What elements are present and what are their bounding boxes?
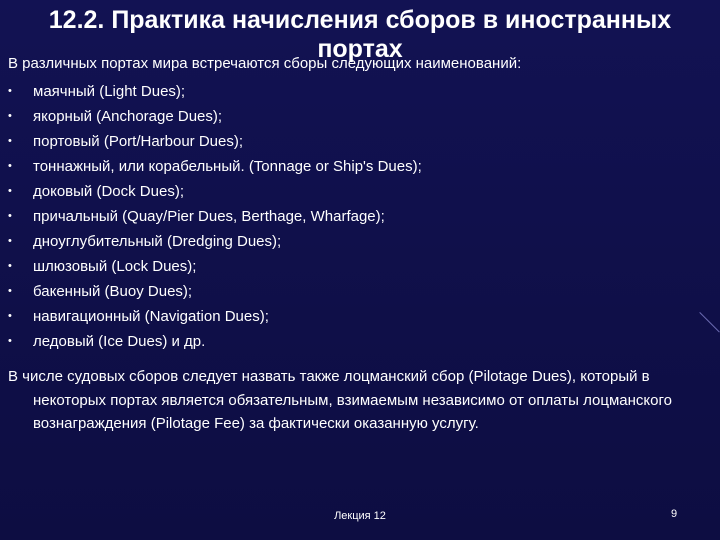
closing-paragraph: В числе судовых сборов следует назвать также лоцманский сбор (Pilotage Dues), который в некоторых портах является обязательным, взимаемым независимо от оплаты лоцманского вознаграждения (Pilotage Fee) за фактически оказанную услугу.	[8, 368, 672, 432]
bullet-icon: •	[8, 85, 12, 97]
list-item-text: шлюзовый (Lock Dues);	[33, 258, 197, 275]
bullet-icon: •	[8, 135, 12, 147]
list-item	[0, 129, 720, 154]
bullet-icon: •	[8, 285, 12, 297]
list-item	[0, 254, 720, 279]
list-item	[0, 229, 720, 254]
list-item-text: тоннажный, или корабельный. (Tonnage or Ship's Dues);	[33, 158, 422, 175]
list-item-text: маячный (Light Dues);	[33, 83, 186, 100]
slide-title-line2: портах	[317, 35, 403, 63]
list-item-text: навигационный (Navigation Dues);	[33, 308, 269, 325]
list-item-text: доковый (Dock Dues);	[33, 183, 184, 200]
list-item	[0, 279, 720, 304]
list-item-text: причальный (Quay/Pier Dues, Berthage, Wharfage);	[33, 208, 385, 225]
list-item	[0, 154, 720, 179]
bullet-icon: •	[8, 260, 12, 272]
list-item-text: бакенный (Buoy Dues);	[33, 283, 193, 300]
bullet-icon: •	[8, 210, 12, 222]
list-item	[0, 79, 720, 104]
list-item	[0, 179, 720, 204]
slide-title-line1: 12.2. Практика начисления сборов в иностранных	[48, 6, 672, 34]
list-item-text: якорный (Anchorage Dues);	[33, 108, 223, 125]
bullet-icon: •	[8, 335, 12, 347]
page-number: 9	[670, 508, 678, 520]
bullet-icon: •	[8, 310, 12, 322]
footer-lecture-label: Лекция 12	[334, 510, 386, 522]
list-item	[0, 329, 720, 354]
bullet-icon: •	[8, 235, 12, 247]
intro-paragraph: В различных портах мира встречаются сборы следующих наименований:	[8, 55, 522, 72]
list-item-text: портовый (Port/Harbour Dues);	[33, 133, 244, 150]
list-item-text: дноуглубительный (Dredging Dues);	[33, 233, 282, 250]
bullet-icon: •	[8, 110, 12, 122]
bullet-icon: •	[8, 160, 12, 172]
bullet-icon: •	[8, 185, 12, 197]
list-item	[0, 304, 720, 329]
fee-list	[0, 79, 720, 354]
list-item-text: ледовый (Ice Dues) и др.	[33, 333, 206, 350]
list-item	[0, 204, 720, 229]
list-item	[0, 104, 720, 129]
